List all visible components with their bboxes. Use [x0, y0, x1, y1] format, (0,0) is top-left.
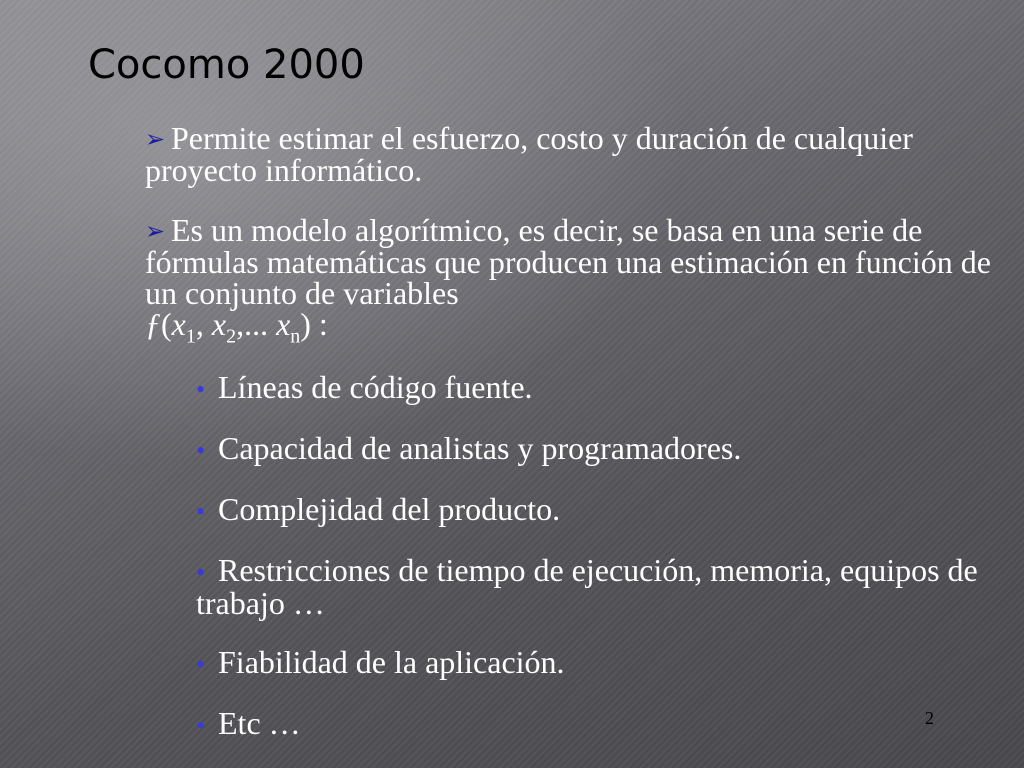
list-item: • Etc … — [196, 705, 301, 741]
paragraph-2-text: Es un modelo algorítmico, es decir, se basa en una serie de fórmulas matemáticas que producen una estimación en función de un conjunto de variables — [145, 212, 991, 311]
variables-list — [196, 369, 986, 768]
bullet-dot-icon: • — [196, 558, 206, 587]
paragraph-2 — [145, 212, 995, 348]
paragraph-1-text: Permite estimar el esfuerzo, costo y duración de cualquier proyecto informático. — [145, 120, 913, 188]
bullet-dot-icon: • — [196, 436, 206, 465]
paragraph-1 — [145, 120, 995, 188]
bullet-dot-icon: • — [196, 375, 206, 404]
bullet-dot-icon: • — [196, 650, 206, 679]
list-item: • Restricciones de tiempo de ejecución, memoria, equipos de trabajo … — [196, 552, 978, 621]
bullet-dot-icon: • — [196, 497, 206, 526]
arrow-bullet-icon: ➢ — [145, 125, 166, 153]
list-item: • Líneas de código fuente. — [196, 369, 533, 405]
arrow-bullet-icon: ➢ — [145, 217, 166, 245]
list-item: • Complejidad del producto. — [196, 491, 561, 527]
list-item: • Capacidad de analistas y programadores. — [196, 430, 742, 466]
bullet-dot-icon: • — [196, 711, 206, 740]
page-number: 2 — [925, 708, 934, 728]
list-item: • Fiabilidad de la aplicación. — [196, 644, 565, 680]
slide-title: Cocomo 2000 — [88, 42, 365, 88]
variables-formula: $ƒ(x_1$, $x_2$,... $x_n$) : — [145, 306, 328, 348]
